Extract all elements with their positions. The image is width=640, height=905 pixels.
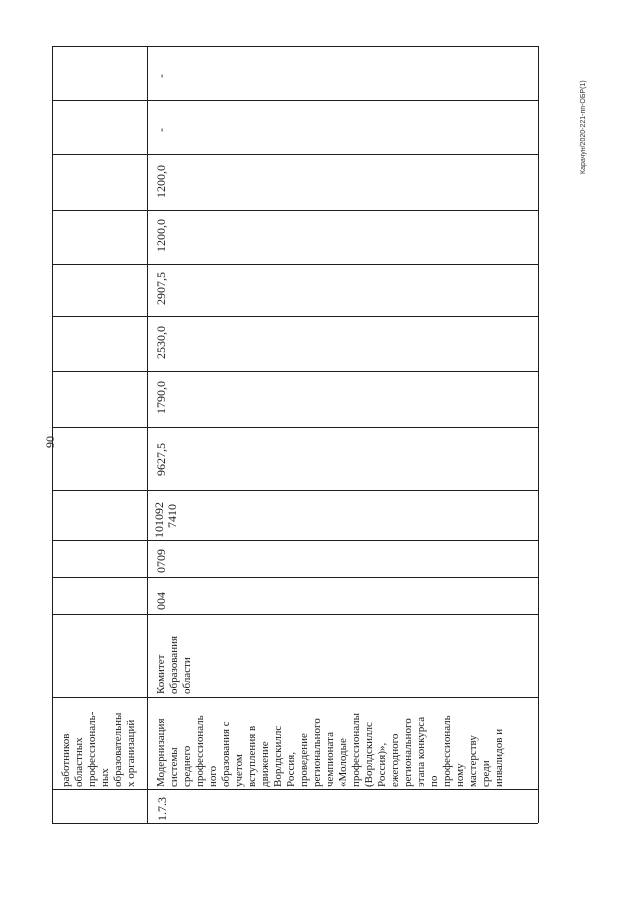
row-divider [52, 264, 538, 265]
table-border-top [52, 46, 538, 47]
row-divider [52, 614, 538, 615]
row-executor: Комитет образования области [155, 635, 193, 694]
row-year-value: 1200,0 [154, 219, 168, 252]
row-divider [52, 316, 538, 317]
row-divider [52, 577, 538, 578]
row-year-value: 2907,5 [154, 272, 168, 305]
row-divider [52, 789, 538, 790]
row-divider [52, 210, 538, 211]
row-divider [52, 100, 538, 101]
row-divider [52, 697, 538, 698]
row-number: 1.7.3 [155, 797, 169, 821]
row-grbs-code: 004 [154, 592, 168, 610]
row-total: 9627,5 [154, 443, 168, 476]
row-divider [52, 371, 538, 372]
table-border-bottom [52, 823, 538, 824]
table-border-right [538, 46, 539, 823]
row-csr-code: 101092 7410 [152, 502, 179, 538]
page-number: 90 [43, 436, 57, 448]
column-divider [147, 46, 148, 823]
row-rzpr-code: 0709 [154, 549, 168, 573]
row-divider [52, 154, 538, 155]
row-year-value: - [154, 74, 168, 78]
row-year-value: 2530,0 [154, 326, 168, 359]
document-reference: Карачун/2020-221-пп-ОБР(1) [580, 80, 587, 174]
row-divider [52, 540, 538, 541]
row-year-value: - [154, 128, 168, 132]
row-name: Модернизация системы среднего профессиональ ного образования с учетом вступления в движение Ворлдскиллс Россия, проведение регионального чемпионата «Молодые профессионалы (Ворлдскиллс Россия)», ежегодного регионального этапа конкурса по профессиональ ному мастерству среди инвалидов и [155, 712, 505, 787]
row-divider [52, 427, 538, 428]
prev-row-name: работников областных профессиональ- ных образовательны х организаций [60, 711, 137, 787]
row-divider [52, 490, 538, 491]
table-border-left [52, 46, 53, 823]
row-year-value: 1790,0 [154, 381, 168, 414]
row-year-value: 1200,0 [154, 165, 168, 198]
